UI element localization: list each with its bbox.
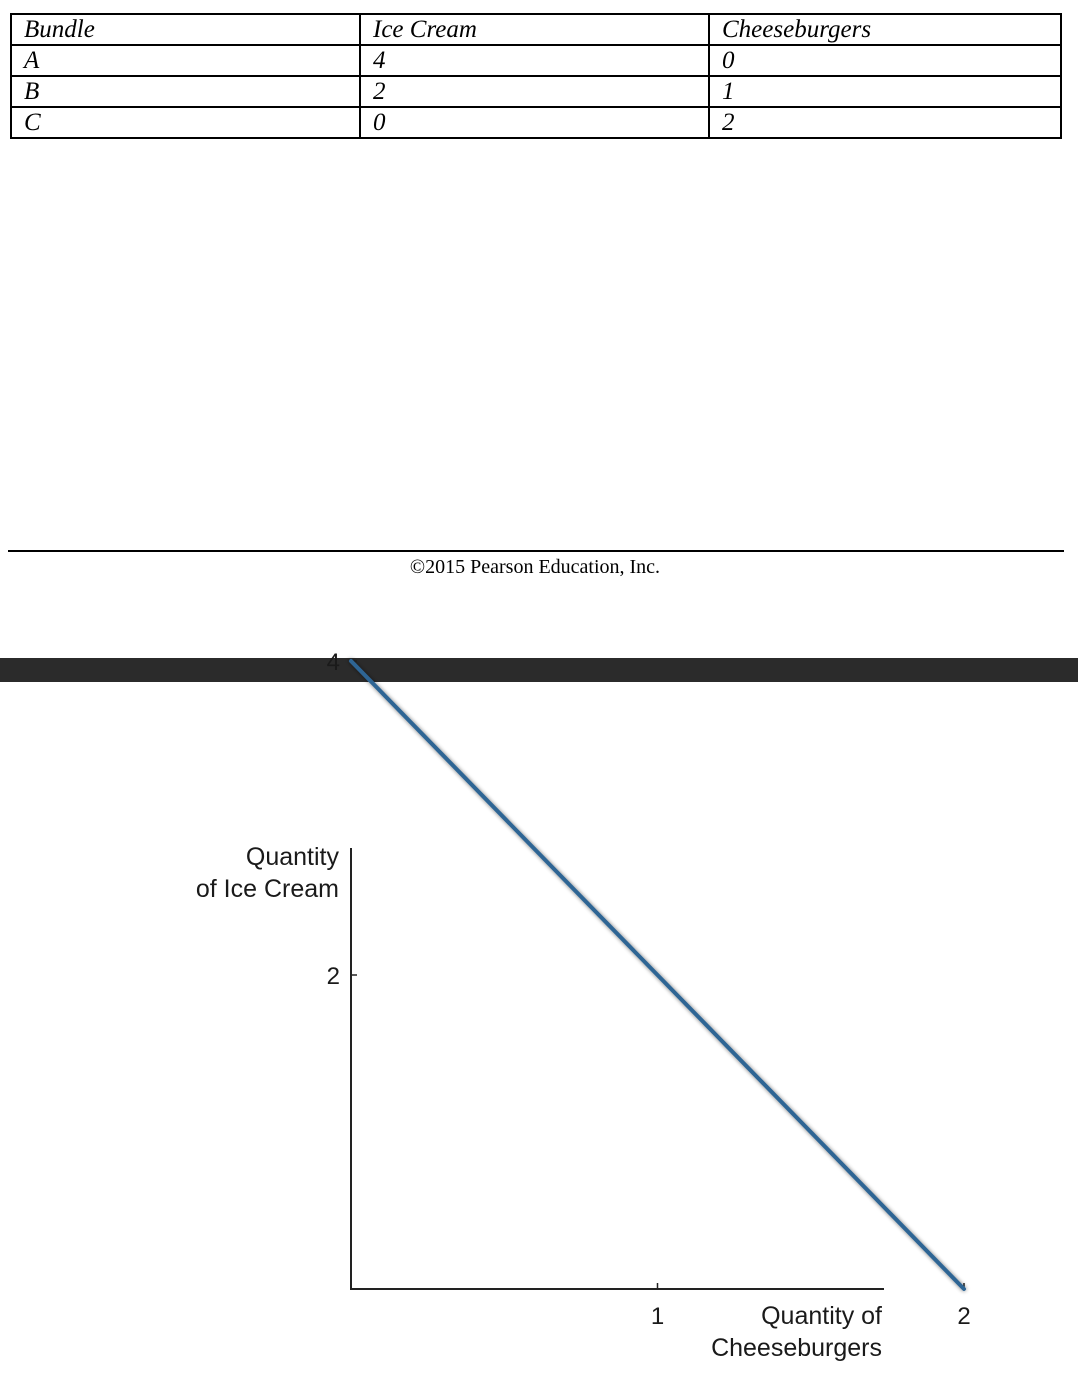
table-row [11, 76, 1061, 107]
x-tick-label: 1 [650, 1303, 665, 1330]
y-axis-label-line2: of Ice Cream [195, 875, 339, 903]
cheeseburgers-cell: 2 [709, 107, 1061, 138]
table-row [11, 45, 1061, 76]
cheeseburgers-cell: 1 [709, 76, 1061, 107]
dark-separator-band [0, 658, 1078, 682]
cheeseburgers-cell: 0 [709, 45, 1061, 76]
x-axis-label-line1: Quantity of [761, 1302, 882, 1330]
table-row [11, 107, 1061, 138]
budget-line-chart [0, 649, 1078, 1380]
y-tick-label: 2 [326, 963, 340, 990]
bundle-cell: A [11, 45, 360, 76]
budget-line [351, 661, 964, 1289]
y-axis-label-line1: Quantity [245, 843, 339, 871]
bundle-table [10, 13, 1062, 139]
bundle-cell: B [11, 76, 360, 107]
ice-cream-cell: 2 [360, 76, 709, 107]
header-ice-cream: Ice Cream [360, 14, 709, 45]
ice-cream-cell: 0 [360, 107, 709, 138]
header-bundle: Bundle [11, 14, 360, 45]
table-header-row [11, 14, 1061, 45]
copyright-text: ©2015 Pearson Education, Inc. [409, 556, 661, 578]
x-axis-label-line2: Cheeseburgers [711, 1334, 882, 1362]
ice-cream-cell: 4 [360, 45, 709, 76]
y-tick-label: 4 [326, 649, 340, 676]
horizontal-divider [8, 550, 1064, 552]
header-cheeseburgers: Cheeseburgers [709, 14, 1061, 45]
x-tick-label: 2 [957, 1303, 971, 1330]
bundle-cell: C [11, 107, 360, 138]
